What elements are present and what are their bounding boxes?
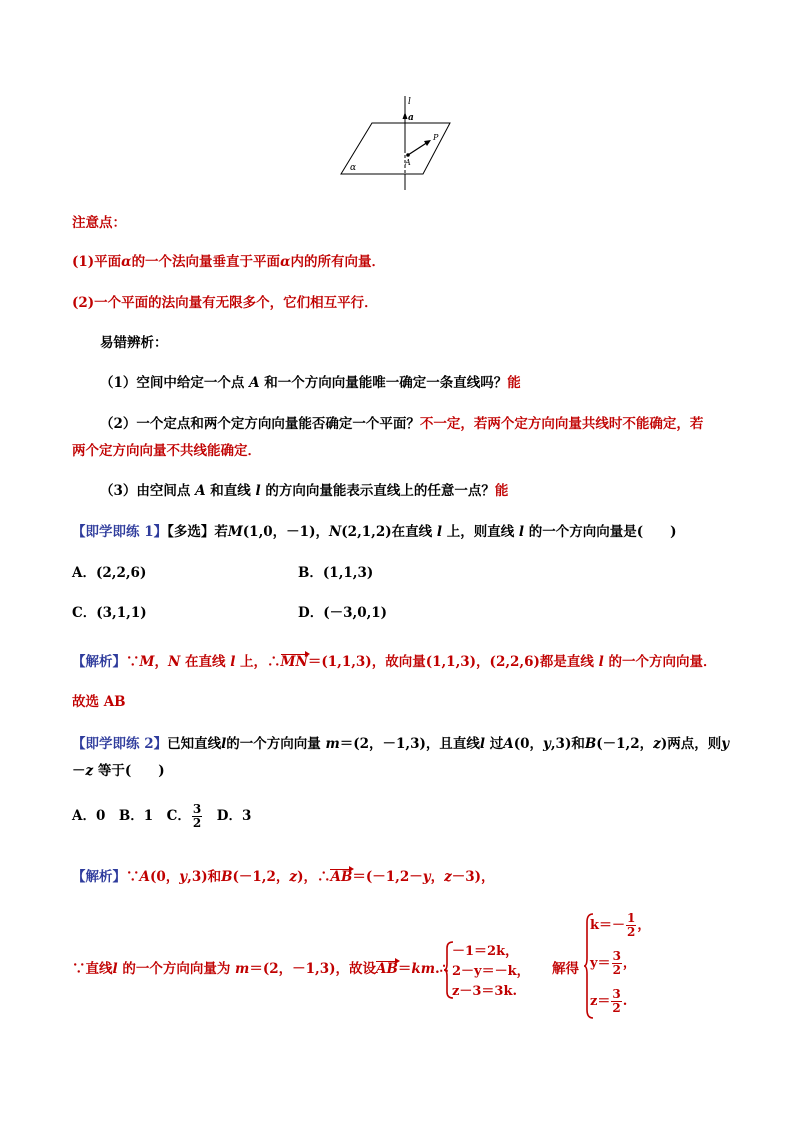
solve-label: 解得 <box>552 961 579 977</box>
exercise1-option-d: D．(－3,0,1) <box>298 605 388 621</box>
equation-system-2 <box>584 912 654 1020</box>
notes-heading: 注意点： <box>72 215 126 231</box>
solution-z: z＝ $\frac{3}{2}$ . <box>590 987 628 1015</box>
exercise2-question-cont: －z 等于( ) <box>72 763 165 779</box>
exercise1-solution: 【解析】∵M，N 在直线 l 上，∴MN＝(1,1,3)，故向量(1,1,3)，(2,2,6)都是直线 l 的一个方向向量． <box>72 654 717 670</box>
equation-system-1 <box>444 940 534 1000</box>
exercise1-option-c: C．(3,1,1) <box>72 605 147 621</box>
exercise2-options: A．0 B．1 C． $\frac{3}{2}$ D．3 <box>72 802 252 830</box>
pitfalls-q2: （2）一个定点和两个定方向向量能否确定一个平面？不一定，若两个定方向向量共线时不能确定，若 <box>100 416 704 432</box>
equation-row-2: 2－y＝－k， <box>452 964 530 979</box>
figure-label-a: a <box>408 113 414 123</box>
pitfalls-q2-cont: 两个定方向向量不共线能确定． <box>72 443 261 459</box>
pitfalls-q3: （3）由空间点 A 和直线 l 的方向向量能表示直线上的任意一点？能 <box>100 483 509 499</box>
figure-label-A: A <box>405 158 411 167</box>
exercise1-option-a: A．(2,2,6) <box>72 565 147 581</box>
solution-k: k＝－ $\frac{1}{2}$ ， <box>590 911 651 939</box>
notes-item-2: (2)一个平面的法向量有无限多个，它们相互平行． <box>72 295 378 311</box>
exercise1-option-b: B．(1,1,3) <box>298 565 374 581</box>
exercise2-tag: 【即学即练 2】 <box>72 736 168 752</box>
figure-label-P: P <box>433 133 439 142</box>
equation-row-1: －1＝2k， <box>452 944 519 959</box>
plane-normal-figure <box>330 92 460 192</box>
exercise2-solution-line1: 【解析】∵A(0，y,3)和B(－1,2，z)，∴AB＝(－1,2－y，z－3)， <box>72 869 495 885</box>
notes-item-1: (1)平面α的一个法向量垂直于平面α内的所有向量． <box>72 254 385 270</box>
equation-row-3: z－3＝3k. <box>452 984 518 999</box>
figure-label-l: l <box>408 97 411 107</box>
solution-y: y＝ $\frac{3}{2}$ ， <box>590 949 636 977</box>
exercise2-solution-line2: ∵直线l 的一个方向向量为 m＝(2，－1,3)，故设AB＝km.∴ <box>72 961 449 977</box>
pitfalls-heading: 易错辨析： <box>100 335 168 351</box>
exercise1-tag: 【即学即练 1】 <box>72 524 168 540</box>
exercise2-question: 【即学即练 2】已知直线l的一个方向向量 m＝(2，－1,3)，且直线l 过A(0，y,3)和B(－1,2，z)两点，则y <box>72 736 730 752</box>
figure-label-alpha: α <box>350 163 357 173</box>
exercise1-answer: 故选 AB <box>72 694 126 710</box>
exercise1-question: 【即学即练 1】【多选】若M(1,0，－1)，N(2,1,2)在直线 l 上，则直线 l 的一个方向向量是( ) <box>72 524 677 540</box>
pitfalls-q1: （1）空间中给定一个点 A 和一个方向向量能唯一确定一条直线吗？能 <box>100 375 521 391</box>
